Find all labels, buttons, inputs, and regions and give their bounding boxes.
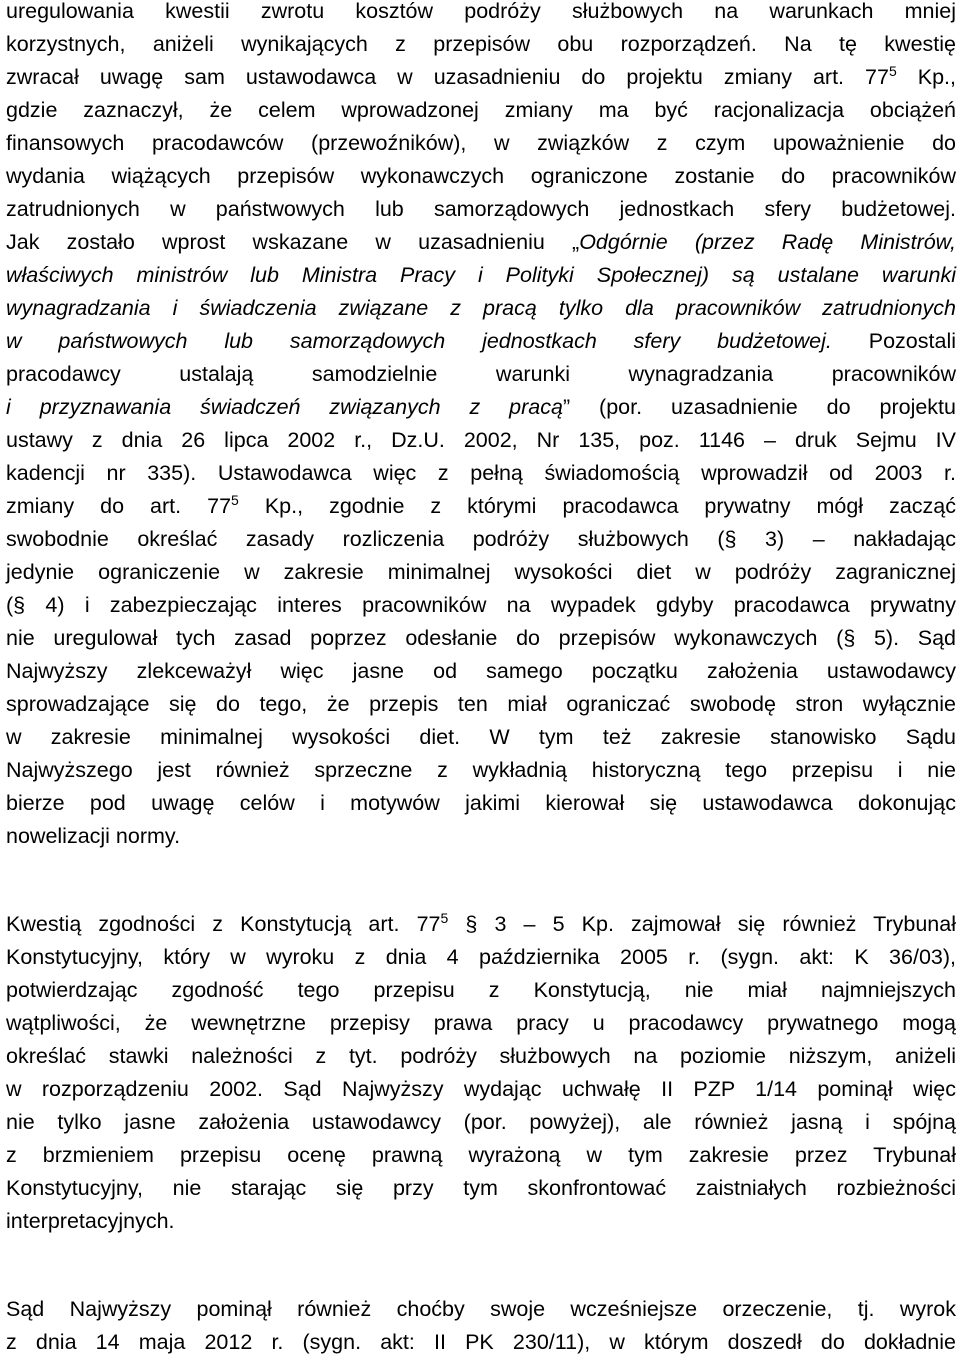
text-line: w rozporządzeniu 2002. Sąd Najwyższy wydając uchwałę II PZP 1/14 pominął więc	[6, 1077, 956, 1101]
text-line: Najwyższego jest również sprzeczne z wykładnią historyczną tego przepisu i nie	[6, 758, 956, 782]
text-line: ustawy z dnia 26 lipca 2002 r., Dz.U. 2002, Nr 135, poz. 1146 – druk Sejmu IV	[6, 428, 956, 452]
text-line: swobodnie określać zasady rozliczenia podróży służbowych (§ 3) – nakładając	[6, 527, 956, 551]
text-line: finansowych pracodawców (przewoźników), w związków z czym upoważnienie do	[6, 131, 956, 155]
text-line: z dnia 14 maja 2012 r. (sygn. akt: II PK 230/11), w którym doszedł do dokładnie	[6, 1330, 956, 1354]
text-line: określać stawki należności z tyt. podróży służbowych na poziomie niższym, aniżeli	[6, 1044, 956, 1068]
superscript: 5	[888, 63, 897, 79]
text-line: zwracał uwagę sam ustawodawca w uzasadnieniu do projektu zmiany art. $77^5$ Kp.,	[6, 63, 957, 89]
quote-text: Odgórnie (przez Radę Ministrów,	[579, 230, 956, 254]
quote-text: i przyznawania świadczeń związanych z pracą	[6, 395, 563, 419]
quote-text: w państwowych lub samorządowych jednostkach sfery budżetowej.	[6, 329, 832, 353]
text-line: uregulowania kwestii zwrotu kosztów podróży służbowych na warunkach mniej	[6, 0, 956, 23]
text-line: interpretacyjnych.	[6, 1209, 175, 1233]
text-line: z brzmieniem przepisu ocenę prawną wyrażoną w tym zakresie przez Trybunał	[6, 1143, 956, 1167]
text-line: gdzie zaznaczył, że celem wprowadzonej zmiany ma być racjonalizacja obciążeń	[6, 98, 956, 122]
text-line: nie tylko jasne założenia ustawodawcy (por. powyżej), ale również jasną i spójną	[6, 1110, 956, 1134]
text-line: Konstytucyjny, który w wyroku z dnia 4 października 2005 r. (sygn. akt: K 36/03),	[6, 945, 956, 969]
superscript: 5	[440, 910, 449, 926]
text-line: pracodawcy ustalają samodzielnie warunki wynagradzania pracowników	[6, 362, 956, 386]
text-line: potwierdzając zgodność tego przepisu z Konstytucją, nie miał najmniejszych	[6, 978, 956, 1002]
text-line: sprowadzające się do tego, że przepis ten miał ograniczać swobodę stron wyłącznie	[6, 692, 956, 716]
paragraph	[6, 0, 956, 853]
text-line: jedynie ograniczenie w zakresie minimalnej wysokości diet w podróży zagranicznej	[6, 560, 956, 584]
paragraph	[6, 1293, 956, 1359]
text-line: korzystnych, aniżeli wynikających z przepisów obu rozporządzeń. Na tę kwestię	[6, 32, 956, 56]
text-line: właściwych ministrów lub Ministra Pracy i Polityki Społecznej) są ustalane warunki	[6, 263, 956, 287]
superscript: 5	[231, 492, 239, 508]
text-line: w zakresie minimalnej wysokości diet. W tym też zakresie stanowisko Sądu	[6, 725, 956, 749]
text-line: (§ 4) i zabezpieczając interes pracowników na wypadek gdyby pracodawca prywatny	[6, 593, 956, 617]
text-line: i przyznawania świadczeń związanych z pracą” (por. uzasadnienie do projektu	[6, 395, 956, 419]
text-line: wydania wiążących przepisów wykonawczych ograniczone zostanie do pracowników	[6, 164, 956, 188]
text-line: kadencji nr 335). Ustawodawca więc z pełną świadomością wprowadził od 2003 r.	[6, 461, 956, 485]
text-line: Kwestią zgodności z Konstytucją art. $77^5$ § 3 – 5 Kp. zajmował się również Trybunał	[6, 910, 956, 936]
text-line: bierze pod uwagę celów i motywów jakimi kierował się ustawodawca dokonując	[6, 791, 956, 815]
text-line: zmiany do art. $77^5$ Kp., zgodnie z którymi pracodawca prywatny mógł zacząć	[6, 492, 956, 518]
document-page	[6, 0, 956, 1359]
text-line: Jak zostało wprost wskazane w uzasadnieniu „Odgórnie (przez Radę Ministrów,	[6, 230, 956, 254]
text-line: nowelizacji normy.	[6, 824, 181, 848]
text-line: zatrudnionych w państwowych lub samorządowych jednostkach sfery budżetowej.	[6, 197, 956, 221]
text-line: wynagradzania i świadczenia związane z pracą tylko dla pracowników zatrudnionych	[6, 296, 956, 320]
text-line: w państwowych lub samorządowych jednostkach sfery budżetowej. Pozostali	[6, 329, 956, 353]
text-line: nie uregulował tych zasad poprzez odesłanie do przepisów wykonawczych (§ 5). Sąd	[6, 626, 956, 650]
text-line: Sąd Najwyższy pominął również choćby swoje wcześniejsze orzeczenie, tj. wyrok	[6, 1297, 956, 1321]
text-line: Najwyższy zlekceważył więc jasne od samego początku założenia ustawodawcy	[6, 659, 956, 683]
text-line: wątpliwości, że wewnętrzne przepisy prawa pracy u pracodawcy prywatnego mogą	[6, 1011, 956, 1035]
text-line: Konstytucyjny, nie starając się przy tym skonfrontować zaistniałych rozbieżności	[6, 1176, 956, 1200]
paragraph	[6, 908, 956, 1238]
